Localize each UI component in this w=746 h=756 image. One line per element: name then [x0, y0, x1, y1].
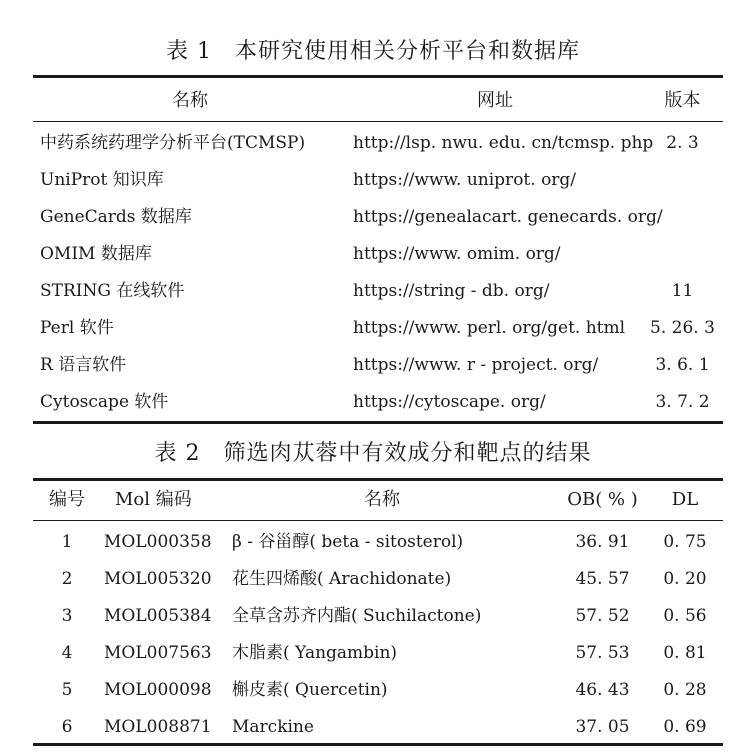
table2-cell-dl: 0. 69 — [663, 717, 707, 737]
table2-top-rule — [33, 478, 723, 481]
table2-cell-mol: MOL005384 — [104, 606, 212, 626]
table2-header-rule — [33, 520, 723, 521]
table2-cell-mol: MOL000358 — [104, 532, 212, 552]
table2-cell-no: 4 — [61, 643, 73, 663]
table2-cell-mol: MOL000098 — [104, 680, 212, 700]
table1-cell-version: 3. 6. 1 — [655, 355, 710, 375]
table1-cell-name: OMIM 数据库 — [40, 244, 152, 264]
table1-cell-version: 3. 7. 2 — [655, 392, 710, 412]
table2-cell-no: 5 — [61, 680, 73, 700]
table2-cell-mol: MOL008871 — [104, 717, 212, 737]
table1-cell-name: Cytoscape 软件 — [40, 392, 169, 412]
table1-cell-version: 2. 3 — [666, 133, 699, 153]
table2-cell-dl: 0. 81 — [663, 643, 707, 663]
table2-cell-no: 1 — [61, 532, 73, 552]
table2-cell-no: 2 — [61, 569, 73, 589]
table1-cell-version: 5. 26. 3 — [650, 318, 715, 338]
table1-cell-url: https://string - db. org/ — [353, 281, 550, 301]
table2-cell-dl: 0. 75 — [663, 532, 707, 552]
table2-cell-dl: 0. 56 — [663, 606, 707, 626]
table2-cell-ob: 46. 43 — [575, 680, 630, 700]
table1-header-url: 网址 — [477, 90, 513, 111]
table2-caption: 表 2 筛选肉苁蓉中有效成分和靶点的结果 — [154, 441, 592, 466]
table2-header-dl: DL — [671, 489, 699, 510]
table2-cell-mol: MOL005320 — [104, 569, 212, 589]
table1-cell-name: R 语言软件 — [40, 355, 127, 375]
table2-header-no: 编号 — [49, 489, 85, 510]
table1-header-name: 名称 — [172, 90, 208, 111]
table2-cell-name: 花生四烯酸( Arachidonate) — [232, 569, 452, 589]
table2-cell-dl: 0. 20 — [663, 569, 707, 589]
table1-cell-url: https://www. perl. org/get. html — [353, 318, 626, 338]
table2-cell-ob: 36. 91 — [575, 532, 630, 552]
table2-cell-name: 槲皮素( Quercetin) — [232, 680, 388, 700]
table1-cell-version: 11 — [671, 281, 694, 301]
table2-cell-no: 6 — [61, 717, 73, 737]
table1-top-rule — [33, 75, 723, 78]
table2-cell-name: Marckine — [232, 717, 314, 737]
table1-cell-url: https://genealacart. genecards. org/ — [353, 207, 663, 227]
table1-header-version: 版本 — [664, 90, 701, 111]
table1-cell-url: https://www. r - project. org/ — [353, 355, 599, 375]
table2-cell-ob: 57. 53 — [575, 643, 630, 663]
table2-cell-mol: MOL007563 — [104, 643, 212, 663]
table1-bottom-rule — [33, 421, 723, 424]
table2-cell-name: β - 谷甾醇( beta - sitosterol) — [232, 532, 464, 552]
table1-cell-name: STRING 在线软件 — [40, 281, 185, 301]
table2-cell-no: 3 — [61, 606, 73, 626]
table1-cell-name: Perl 软件 — [40, 318, 114, 338]
table2-cell-name: 全草含苏齐内酯( Suchilactone) — [232, 606, 482, 626]
table2-cell-ob: 45. 57 — [575, 569, 630, 589]
table1-cell-name: 中药系统药理学分析平台(TCMSP) — [40, 133, 306, 153]
table2-cell-dl: 0. 28 — [663, 680, 707, 700]
table1-cell-url: http://lsp. nwu. edu. cn/tcmsp. php — [353, 133, 654, 153]
table2-cell-name: 木脂素( Yangambin) — [232, 643, 398, 663]
table1-cell-url: https://www. omim. org/ — [353, 244, 561, 264]
table1-cell-name: GeneCards 数据库 — [40, 207, 192, 227]
table2-bottom-rule — [33, 743, 723, 746]
table2-cell-ob: 57. 52 — [575, 606, 630, 626]
table2-header-mol: Mol 编码 — [115, 489, 192, 510]
table1-caption: 表 1 本研究使用相关分析平台和数据库 — [166, 39, 580, 64]
table2-cell-ob: 37. 05 — [575, 717, 630, 737]
table2-header-name: 名称 — [364, 489, 400, 510]
table1-cell-url: https://www. uniprot. org/ — [353, 170, 577, 190]
table1-header-rule — [33, 121, 723, 122]
table1-cell-name: UniProt 知识库 — [40, 170, 164, 190]
table2-header-ob: OB( % ) — [567, 489, 638, 510]
table1-cell-url: https://cytoscape. org/ — [353, 392, 546, 412]
